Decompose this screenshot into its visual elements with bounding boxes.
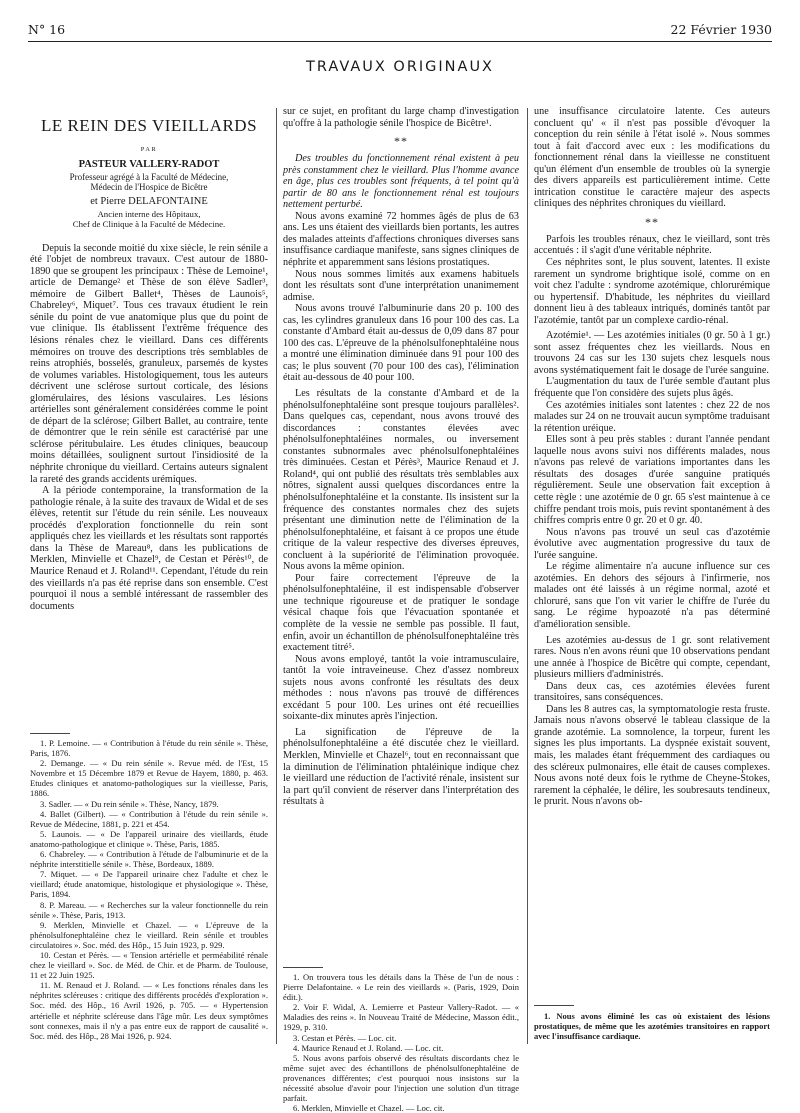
paragraph: Les résultats de la constante d'Ambard et de la phénolsulfonephtaléine sont presque toujours parallèles². Dans quelques cas, cependant, nous avons trouvé des discordances : constantes élevées avec phénolsulfonephtaléines normales, ou inversement constantes subnormales avec phénolsulfonephtaléines très diminuées. Cestan et Pérès³, Maurice Renaud et J. Roland⁴, qui ont publié des résultats très semblables aux nôtres, signalent aussi quelques discordances entre la phénolsulfonephtaléine et la constante. Ils insistent sur la fréquence des constantes normales chez des sujets présentant une diminution nette de l'élimination de la phénolsulfonephtaléine, et faisant à ce propos une étude critique de la valeur respective des diverses épreuves, concluent à la supériorité de l'élimination provoquée. Nous avons la même opinion.	[283, 388, 519, 573]
article-title: LE REIN DES VIEILLARDS	[40, 116, 258, 135]
column-rule	[276, 108, 277, 1044]
header-rule	[28, 41, 772, 42]
paragraph: Ces azotémies initiales sont latentes : chez 22 de nos malades sur 24 on ne trouvait aucun symptôme traduisant la rétention uréique.	[534, 399, 770, 434]
footnote: 11. M. Renaud et J. Roland. — « Les fonctions rénales dans les néphrites scléreuses : critique des différents procédés d'exploration ». Soc. méd. des Hôp., 16 Avril 1926, p. 705. — « Hypertension artérielle et néphrite scléreuse dans l'âge mûr. Les deux symptômes sont connexes, mais il n'y a pas entre eux de rapport de causalité ». Soc. méd. des Hôp., 28 Mai 1926, p. 924.	[30, 980, 268, 1041]
paragraph: Nous avons examiné 72 hommes âgés de plus de 63 ans. Les uns étaient des vieillards bien portants, les autres des malades atteints d'affections chroniques diverses sans insuffisance cardiaque manifeste, sans signes cliniques de néphrite et apparemment sans lésions prostatiques.	[283, 210, 519, 269]
paragraph: sur ce sujet, en profitant du large champ d'investigation qu'offre à la pathologie sénile l'hospice de Bicêtre¹.	[283, 106, 519, 129]
section-title: TRAVAUX ORIGINAUX	[306, 59, 494, 75]
footnote: 4. Ballet (Gilbert). — « Contribution à l'étude du rein sénile ». Revue de Médecine, 1881, p. 221 et 454.	[30, 808, 268, 829]
footnote: 5. Launois. — « De l'appareil urinaire des vieillards, étude anatomo-pathologique et clinique ». Thèse, Paris, 1885.	[30, 828, 268, 849]
paragraph: Nous nous sommes limités aux examens habituels dont les résultats sont d'une interprétation unanimement admise.	[283, 268, 519, 303]
paragraph: Dans les 8 autres cas, la symptomatologie resta fruste. Jamais nous n'avons observé le tableau classique de la grande azotémie. La somnolence, la torpeur, furent les signes les plus importants. La dyspnée existait souvent, mais, les malades étant fréquemment des cardiaques ou des scléreux pulmonaires, elle était de causes complexes. Nous avons noté deux fois le rythme de Cheyne-Stokes, rarement la céphalée, le délire, les soubresauts tendineux, le prurit. Nous n'avons ob-	[534, 703, 770, 808]
issue-number: N° 16	[28, 22, 66, 37]
column-rule	[527, 108, 528, 1044]
paragraph: L'augmentation du taux de l'urée semble d'autant plus fréquente que l'on considère des sujets plus âgés.	[534, 376, 770, 400]
author-1-affiliation: Professeur agrégé à la Faculté de Médecine,	[69, 172, 229, 183]
footnote: 7. Miquet. — « De l'appareil urinaire chez l'adulte et chez le vieillard; étude anatomique, histologique et physiologique ». Thèse, Paris, 1894.	[30, 869, 268, 900]
paragraph: Elles sont à peu près stables : durant l'année pendant laquelle nous avons suivi nos différents malades, nous n'avons pas relevé de variations importantes dans les résultats des dosages d'urée sanguine pratiqués régulièrement. Seule une observation fait exception à cette règle : une azotémie de 0 gr. 65 s'est maintenue à ce chiffre pendant trois mois, puis revint spontanément à des chiffres compris entre 0 gr. 20 et 0 gr. 40.	[534, 434, 770, 527]
paragraph: Nous avons trouvé l'albuminurie dans 20 p. 100 des cas, les cylindres granuleux dans 16 pour 100 des cas. La constante d'Ambard était au-dessus de 0,09 dans 87 pour 100 des cas. L'épreuve de la phénolsulfonephtaléine nous a montré une élimination diminuée dans 91 pour 100 des cas; le plus souvent (70 pour 100 des cas), l'élimination était au-dessous de 40 pour 100.	[283, 303, 519, 384]
footnotes-column-2	[283, 972, 519, 1113]
footnote: 3. Sadler. — « Du rein sénile ». Thèse, Nancy, 1879.	[40, 798, 219, 809]
footnote-rule	[534, 1005, 574, 1006]
byline-par: PAR	[140, 146, 158, 153]
paragraph: une insuffisance circulatoire latente. Ces auteurs concluent qu' « il n'est pas possible d'évoquer la conception du rein sénile à l'état isolé ». Nous sommes tout à fait d'accord avec eux : les modifications du fonctionnement rénal dans la vieillesse ne constituent qu'un élément d'un ensemble de troubles où la synergie des divers appareils est particulièrement intime. Cette intrication constitue le caractère majeur des aspects cliniques des néphrites chroniques du vieillard.	[534, 106, 770, 210]
footnote: 1. Nous avons éliminé les cas où existaient des lésions prostatiques, de même que les azotémies transitoires en rapport avec l'insuffisance cardiaque.	[534, 1011, 770, 1042]
author-2-affiliation	[30, 209, 268, 229]
footnote: 8. P. Mareau. — « Recherches sur la valeur fonctionnelle du rein sénile ». Thèse, Paris, 1913.	[30, 899, 268, 920]
footnotes-column-3	[534, 1011, 770, 1041]
footnote: 6. Chabreley. — « Contribution à l'étude de l'albuminurie et de la néphrite interstitielle sénile ». Thèse, Bordeaux, 1889.	[30, 849, 268, 870]
footnotes-column-1	[30, 738, 268, 1041]
footnote: 2. Voir F. Widal, A. Lemierre et Pasteur Vallery-Radot. — « Maladies des reins ». In Nouveau Traité de Médecine, Masson édit., 1929, p. 310.	[283, 1002, 519, 1033]
column-1	[30, 106, 268, 612]
footnote: 3. Cestan et Pérès. — Loc. cit.	[293, 1032, 397, 1043]
author-2: et Pierre DELAFONTAINE	[90, 196, 208, 208]
footnote: 1. P. Lemoine. — « Contribution à l'étude du rein sénile ». Thèse, Paris, 1876.	[30, 738, 268, 759]
footnote: 9. Merklen, Minvielle et Chazel. — « L'épreuve de la phénolsulfonephtaléine chez le vieillard. Rein sénile et troubles circulatoires ». Soc. méd. des Hôp., 15 Juin 1923, p. 929.	[30, 919, 268, 950]
column-2	[283, 106, 519, 808]
paragraph: Azotémie¹. — Les azotémies initiales (0 gr. 50 à 1 gr.) sont assez fréquentes chez les vieillards. Nous en trouvons 24 cas sur les 130 sujets chez lesquels nous avons systématiquement fait le dosage de l'urée sanguine.	[534, 330, 770, 376]
paragraph: Depuis la seconde moitié du xixe siècle, le rein sénile a été l'objet de nombreux travaux. C'est autour de 1880-1890 que se groupent les principaux : Thèse de Lemoine¹, article de Demange² et Thèse de son élève Sadler³, mémoire de Gilbert Ballet⁴, Thèses de Launois⁵, Chabreley⁶, Miquet⁷. Tous ces travaux étudient le rein sénile du point de vue anatomique plus que du point de vue clinique. Ils établissent l'extrême fréquence des lésions rénales chez le vieillard. Dans ces différents mémoires on trouve des descriptions très semblables de reins atrophiés, bosselés, granuleux, parsemés de kystes de volumes variables. Histologiquement, tous les auteurs décrivent une sclérose surtout corticale, des lésions glomérulaires, des lésions vasculaires. Les lésions artérielles sont généralement considérées comme le point de départ de la sclérose; Gilbert Ballet, au contraire, tente de démontrer que le rein sénile est caractérisé par une sclérose péritubulaire. Les études cliniques, beaucoup moins détaillées, soulignent surtout l'insidiosité de la néphrite chronique du vieillard. Certains auteurs signalent la rareté des grands accidents urémiques.	[30, 242, 268, 485]
paragraph: Parfois les troubles rénaux, chez le vieillard, sont très accentués : il s'agit d'une véritable néphrite.	[534, 233, 770, 257]
footnote: 10. Cestan et Pérès. — « Tension artérielle et perméabilité rénale chez le vieillard ». Soc. de Méd. de Chir. et de Pharm. de Toulouse, 11 et 22 Juin 1925.	[30, 949, 268, 981]
author-1: PASTEUR VALLERY-RADOT	[78, 158, 220, 170]
footnote: 5. Nous avons parfois observé des résultats discordants chez le même sujet avec des échantillons de phénolsulfonephtaléine de provenances différentes; c'est pourquoi nous insistons sur la nécessité absolue d'avoir pour l'injection une solution d'un titrage parfait.	[283, 1052, 519, 1104]
paragraph: A la période contemporaine, la transformation de la pathologie rénale, à la suite des travaux de Widal et de ses élèves, retentit sur l'étude du rein sénile. Les nouveaux procédés d'exploration fonctionnelle du rein sont appliqués chez les vieillards et les résultats sont rapportés dans la Thèse de Mareau⁸, dans les publications de Merklen, Minvielle et Chazel⁹, de Cestan et Pérès¹⁰, de Maurice Renaud et J. Roland¹¹. Cependant, l'étude du rein des vieillards n'a pas été reprise dans son ensemble. C'est pourquoi il nous a semblé intéressant de rassembler des documents	[30, 485, 268, 612]
footnote: 6. Merklen, Minvielle et Chazel. — Loc. cit.	[293, 1103, 445, 1113]
footnote: 1. On trouvera tous les détails dans la Thèse de l'un de nous : Pierre Delafontaine. « Le rein des vieillards ». (Paris, 1929, Doin édit.).	[283, 972, 519, 1003]
paragraph: Nous avons employé, tantôt la voie intramusculaire, tantôt la voie intraveineuse. Chez d'assez nombreux sujets nous avons confronté les résultats des deux méthodes : nous n'avons pas trouvé de différences excédant 5 pour 100. Les urines ont été recueillies soixante-dix minutes après l'injection.	[283, 653, 519, 723]
section-separator: **	[645, 214, 659, 229]
footnote: 4. Maurice Renaud et J. Roland. — Loc. cit.	[293, 1042, 444, 1053]
footnote-rule	[283, 967, 323, 968]
paragraph: Ces néphrites sont, le plus souvent, latentes. Il existe rarement un syndrome brightique isolé, comme on en voit chez l'adulte : syndrome azotémique, chlorurémique ou hypertensif. D'habitude, les néphrites du vieillard donnent lieu à des tableaux intriqués, dominés tantôt par l'azotémie, tantôt par un complexe cardio-rénal.	[534, 257, 770, 326]
running-header	[28, 22, 772, 40]
paragraph: Le régime alimentaire n'a aucune influence sur ces azotémies. En dehors des séjours à l'infirmerie, nos malades ont été laissés à un régime normal, azoté et chloruré, sans que l'on vit varier le chiffre de l'urée du sang. Le régime hypoazoté n'a pas déterminé d'amélioration sensible.	[534, 561, 770, 630]
paragraph: Les azotémies au-dessus de 1 gr. sont relativement rares. Nous n'en avons réuni que 10 observations pendant une année à l'hospice de Bicêtre qui compte, cependant, plusieurs milliers d'administrés.	[534, 634, 770, 681]
affiliation-line: Ancien interne des Hôpitaux,	[97, 208, 201, 219]
paragraph: La signification de l'épreuve de la phénolsulfonephtaléine a été discutée chez le vieillard. Merklen, Minvielle et Chazel⁶, tout en reconnaissant que la diminution de l'élimination phtaléinique indique chez le vieillard une réduction de l'activité rénale, insistent sur la part qu'il convient de réserver dans l'interprétation des résultats à	[283, 726, 519, 808]
author-1-affiliation: Médecin de l'Hospice de Bicêtre	[90, 182, 208, 193]
paragraph: Dans deux cas, ces azotémies élevées furent transitoires, sans conséquences.	[534, 680, 770, 704]
issue-date: 22 Février 1930	[670, 22, 772, 37]
footnote-rule	[30, 733, 70, 734]
column-3	[534, 106, 770, 808]
paragraph: Pour faire correctement l'épreuve de la phénolsulfonephtaléine, il est indispensable d'observer une technique rigoureuse et de pratiquer le sondage vésical chaque fois que l'évacuation spontanée et complète de la vessie ne semble pas possible. Il faut, enfin, avoir un échantillon de phénolsulfonephtaléine très exactement titré⁵.	[283, 572, 519, 654]
paragraph: Des troubles du fonctionnement rénal existent à peu près constamment chez le vieillard. Plus l'homme avance en âge, plus ces troubles sont fréquents, à tel point qu'à partir de 80 ans le fonctionnement rénal est toujours nettement perturbé.	[283, 153, 519, 211]
paragraph: Nous n'avons pas trouvé un seul cas d'azotémie évolutive avec augmentation progressive du taux de l'urée sanguine.	[534, 526, 770, 561]
affiliation-line: Chef de Clinique à la Faculté de Médecine.	[72, 218, 226, 229]
section-separator: **	[394, 134, 408, 149]
footnote: 2. Demange. — « Du rein sénile ». Revue méd. de l'Est, 15 Novembre et 15 Décembre 1879 et Revue de Hayem, 1880, p. 463. Etudes cliniques et anatomo-pathologiques sur la vieillesse, Paris, 1886.	[30, 758, 268, 799]
